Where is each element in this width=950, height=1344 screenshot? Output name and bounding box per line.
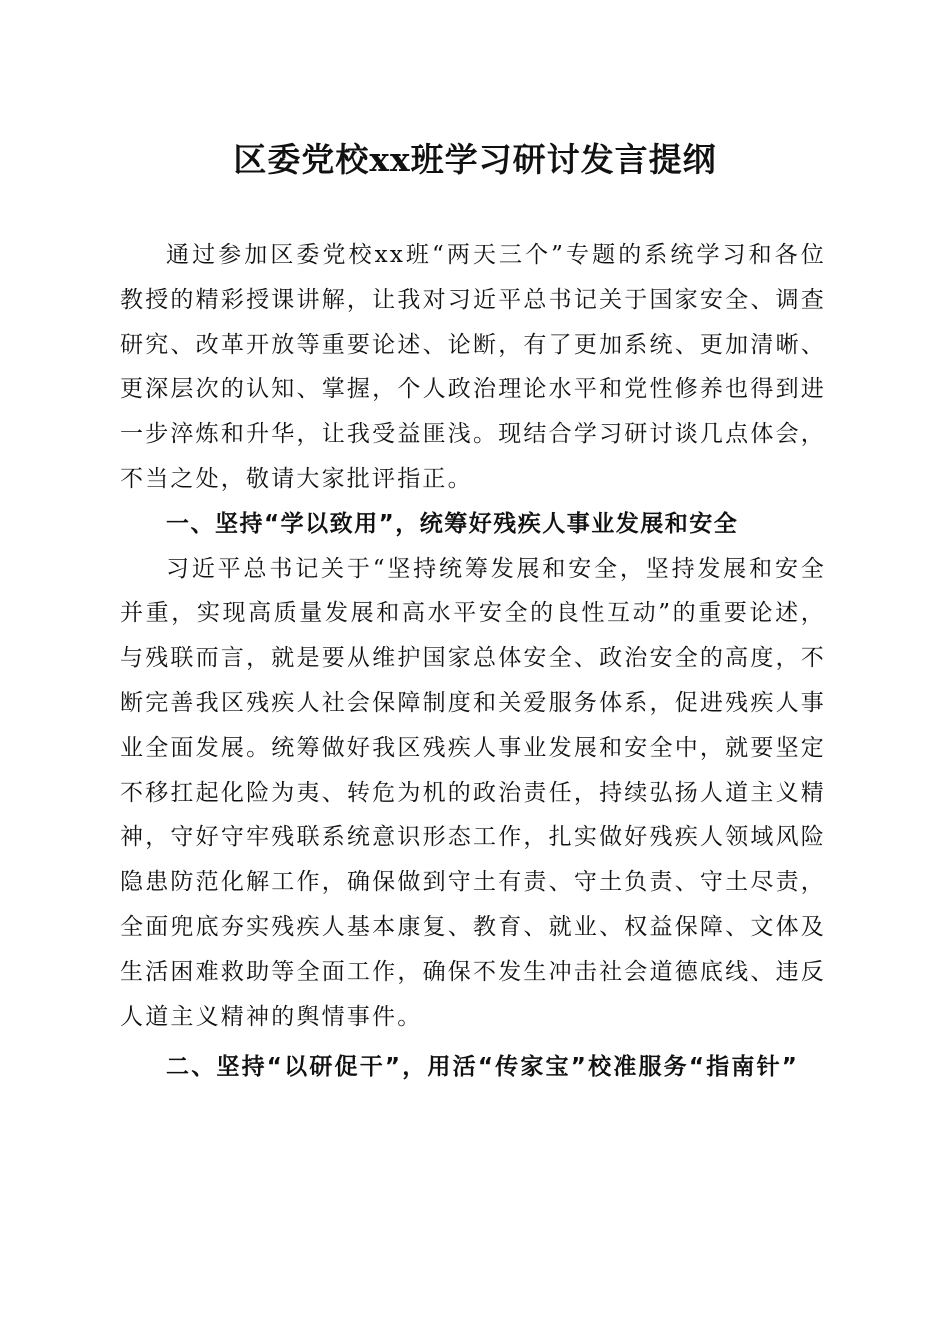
section-1-paragraph: 习近平总书记关于“坚持统筹发展和安全，坚持发展和安全并重，实现高质量发展和高水平安全的良性互动”的重要论述，与残联而言，就是要从维护国家总体安全、政治安全的高度，不断完善我区残疾人社会保障制度和关爱服务体系，促进残疾人事业全面发展。统筹做好我区残疾人事业发展和安全中，就要坚定不移扛起化险为夷、转危为机的政治责任，持续弘扬人道主义精神，守好守牢残联系统意识形态工作，扎实做好残疾人领域风险隐患防范化解工作，确保做到守土有责、守土负责、守土尽责，全面兜底夯实残疾人基本康复、教育、就业、权益保障、文体及生活困难救助等全面工作，确保不发生冲击社会道德底线、违反人道主义精神的舆情事件。 [120,555,826,1030]
intro-paragraph: 通过参加区委党校xx班“两天三个”专题的系统学习和各位教授的精彩授课讲解，让我对习近平总书记关于国家安全、调查研究、改革开放等重要论述、论断，有了更加系统、更加清晰、更深层次的认知、掌握，个人政治理论水平和党性修养也得到进一步淬炼和升华，让我受益匪浅。现结合学习研讨谈几点体会，不当之处，敬请大家批评指正。 [120,242,826,492]
section-2-heading: 二、坚持“以研促干”，用活“传家宝”校准服务“指南针” [166,1054,800,1081]
document-title: 区委党校xx班学习研讨发言提纲 [233,140,717,179]
document-body [120,233,826,1090]
section-1-heading: 一、坚持“学以致用”，统筹好残疾人事业发展和安全 [166,510,739,537]
